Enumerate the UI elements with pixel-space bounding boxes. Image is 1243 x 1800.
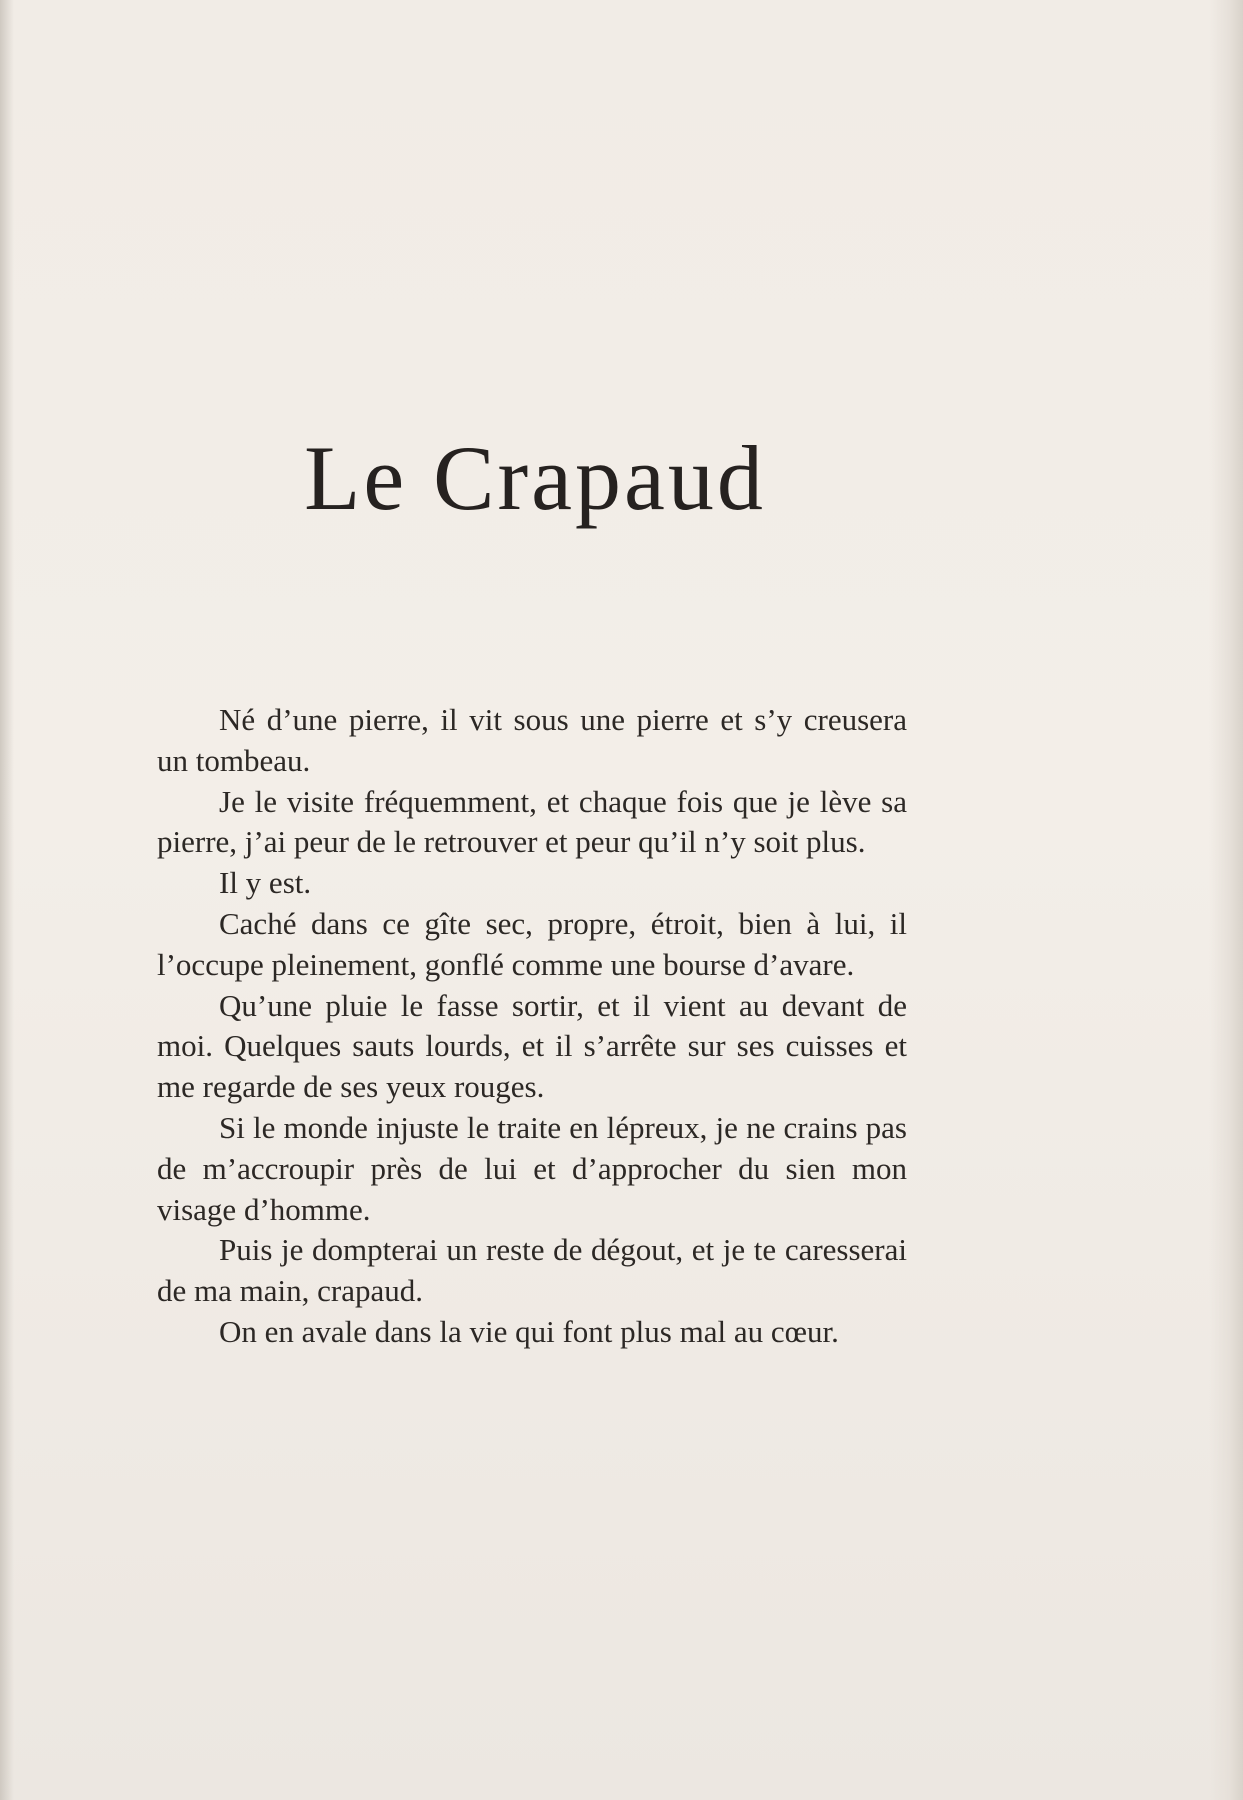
poem-text bbox=[157, 700, 907, 1353]
paragraph: Il y est. bbox=[219, 865, 312, 901]
paragraph: On en avale dans la vie qui font plus mal au cœur. bbox=[219, 1313, 839, 1349]
paragraph: Caché dans ce gîte sec, propre, étroit, bien à lui, il l’occupe pleinement, gonflé comme une bourse d’avare. bbox=[157, 905, 907, 982]
paragraph: Je le visite fréquemment, et chaque fois que je lève sa pierre, j’ai peur de le retrouver et peur qu’il n’y soit plus. bbox=[157, 783, 907, 860]
paragraph: Puis je dompterai un reste de dégout, et je te caresserai de ma main, crapaud. bbox=[157, 1232, 907, 1309]
poem-title: Le Crapaud bbox=[304, 427, 766, 529]
paragraph: Si le monde injuste le traite en lépreux, je ne crains pas de m’accroupir près de lui et d’approcher du sien mon visage d’homme. bbox=[157, 1109, 907, 1227]
paragraph: Qu’une pluie le fasse sortir, et il vient au devant de moi. Quelques sauts lourds, et il s’arrête sur ses cuisses et me regarde de ses yeux rouges. bbox=[157, 987, 907, 1105]
paragraph: Né d’une pierre, il vit sous une pierre et s’y creusera un tombeau. bbox=[157, 702, 907, 778]
